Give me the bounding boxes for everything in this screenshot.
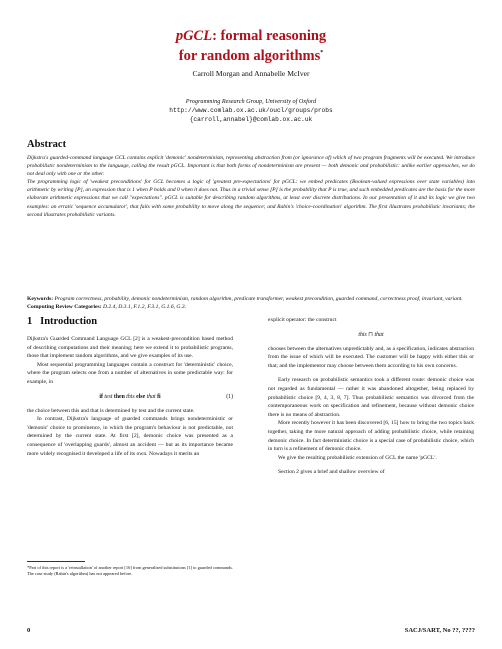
right-paragraph-4: We give the resulting probabilistic extension of GCL the name 'pGCL'.	[278, 454, 437, 461]
section-title: Introduction	[40, 316, 98, 327]
title-footnote-mark: *	[320, 50, 324, 56]
intro-paragraph-4: In contrast, Dijkstra's language of guarded commands brings nondeterministic or 'demonic' choice to prominence, in which the program's behaviour is not predictable, not determined by the current state. At first [2], demonic choice was presented as a consequence of 'overlapping guards', almost an accident — but as its importance became more widely recognised it developed a life of its own. Nowadays it merits an	[27, 416, 233, 457]
kw-else: else	[136, 393, 146, 400]
journal-info: SACJ/SART, No ??, ????	[404, 627, 475, 634]
right-paragraph-start: explicit operator: the construct	[268, 317, 337, 323]
right-paragraph-3: More recently however it has been discovered [6, 15] how to bring the two topics back together, taking the more natural approach of adding probabilistic choice, while retaining demonic choice. In fact deterministic choice is a special case of probabilistic choice, which in turn is a refinement of demonic choice.	[268, 420, 474, 453]
if-then-else-display	[27, 387, 233, 407]
equation-number: (1)	[226, 393, 233, 400]
computing-review-categories	[27, 303, 475, 311]
group-url[interactable]: http://www.comlab.ox.ac.uk/oucl/groups/probs	[169, 107, 333, 114]
categories-text: D.2.4, D.3.1, F.1.2, F.3.1, G.1.6, G.3.	[101, 304, 187, 310]
authors: Carroll Morgan and Annabelle McIver	[192, 69, 310, 78]
left-column	[27, 335, 233, 458]
affiliation: Programming Research Group, University of Oxford	[185, 98, 317, 105]
right-column	[268, 316, 474, 477]
right-paragraph-1: chooses between the alternatives unpredictably and, as a specification, indicates abstraction from the issue of which will be executed. The customer will be happy with either this or that; and the implementor may choose between them according to his own concerns.	[268, 345, 474, 369]
intro-paragraph-1: Dijkstra's Guarded Command Language GCL [2] is a weakest-precondition based method of describing computations and their meaning; here we extend it to probabilistic programs, those that implement random algorithms, and we give examples of its use.	[27, 336, 233, 360]
abstract-body	[27, 154, 475, 219]
categories-label: Computing Review Categories:	[27, 304, 102, 310]
keywords-label: Keywords:	[27, 296, 54, 302]
kw-fi: fi	[157, 393, 161, 400]
title-line2-text: for random algorithms	[178, 47, 321, 64]
right-paragraph-5: Section 2 gives a brief and shallow overview of	[278, 469, 385, 476]
keywords	[27, 295, 475, 303]
kw-then: then	[113, 393, 125, 400]
demonic-choice-display: this ⊓ that	[358, 331, 384, 338]
page-number: 0	[27, 627, 31, 634]
display-this: this	[124, 393, 137, 400]
keywords-text: Program correctness, probability, demonic nondeterminism, random algorithm, predicate transformer, weakest precondition, guarded command, correctness proof, invariant, variant.	[53, 296, 463, 302]
right-paragraph-2: Early research on probabilistic semantics took a different route: demonic choice was not regarded as fundamental — rather it was abandoned altogether, being replaced by probabilistic choice [9, 4, 3, 8, 7]. Thus probabilistic semantics was divorced from the contemporaneous work on specification and refinement, because without demonic choice there is no means of abstraction.	[268, 377, 474, 418]
display-that: that	[145, 393, 158, 400]
kw-if: if	[99, 393, 103, 400]
abstract-paragraph-1: Dijkstra's guarded-command language GCL contains explicit 'demonic' nondeterminism, representing abstraction from (or ignorance of) which of two program fragments will be executed. We introduce probabilistic nondeterminism to the language, calling the result pGCL. Important is that both forms of nondeterminism are present — both demonic and probabilistic: unlike earlier approaches, we do not deal only with one or the other.	[27, 155, 475, 178]
title-pgcl: pGCL	[175, 28, 213, 44]
section-number: 1	[27, 316, 33, 327]
paper-title-line2	[0, 45, 502, 65]
title-line1-rest: : formal reasoning	[212, 28, 327, 44]
abstract-paragraph-2: The programming logic of 'weakest preconditions' for GCL becomes a logic of 'greatest pre-expectations' for pGCL: we embed predicates (Boolean-valued expressions over state variables) into arithmetic by writing [P], an expression that is 1 when P holds and 0 when it does not. Thus in a trivial sense [P] is the probability that P is true, and such embedded predicates are the basis for the more elaborate arithmetic expressions that we call "expectations". pGCL is suitable for describing random algorithms, at least over discrete distributions. In our presentation of it and its logic we give two examples: an erratic 'sequence accumulator', that fails with some probability to move along the sequence; and Rabin's 'choice-coordination' algorithm. The first illustrates probabilistic invariants; the second illustrates probabilistic variants.	[27, 179, 475, 218]
section-heading	[27, 316, 97, 327]
footnote: *Part of this report is a 'reinstallation' of another report [16] from generalised substitutions [1] to guarded commands. The case study (Rabin's algorithm) has not appeared before.	[27, 565, 233, 576]
intro-paragraph-3: the choice between this and that is determined by test and the current state.	[27, 407, 195, 414]
abstract-heading: Abstract	[27, 139, 67, 150]
intro-paragraph-2: Most sequential programming languages contain a construct for 'deterministic' choice, where the program selects one from a number of alternatives in some predictable way: for example, in	[27, 361, 233, 385]
display-test: test	[102, 393, 114, 400]
author-emails[interactable]: {carroll,annabel}@comlab.ox.ac.uk	[189, 116, 313, 123]
paper-title-line1	[0, 28, 502, 45]
footnote-rule	[27, 561, 85, 562]
